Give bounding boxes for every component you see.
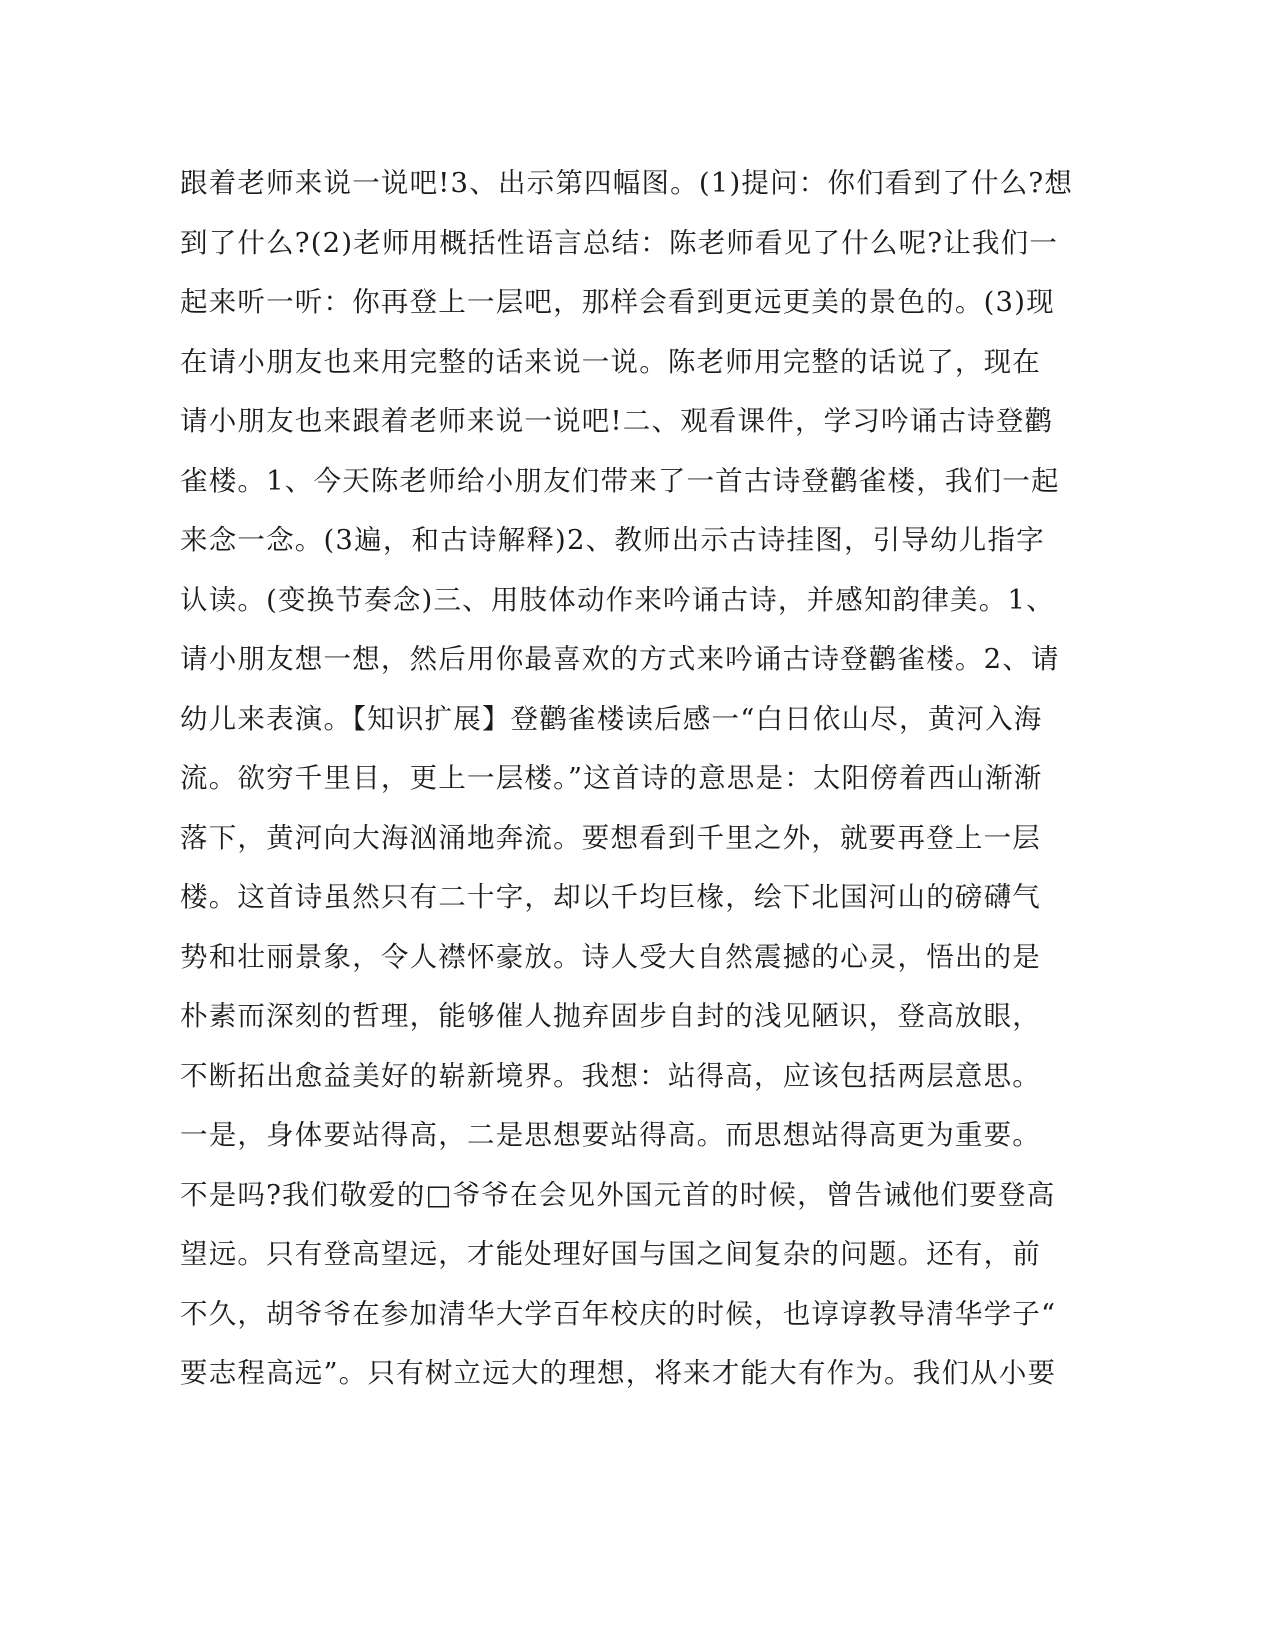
text-line: 幼儿来表演。【知识扩展】登鹳雀楼读后感一“白日依山尽，黄河入海: [180, 702, 1043, 735]
text-line: 不久，胡爷爷在参加清华大学百年校庆的时候，也谆谆教导清华学子“: [180, 1297, 1057, 1330]
text-line: 势和壮丽景象，令人襟怀豪放。诗人受大自然震撼的心灵，悟出的是: [180, 940, 1041, 973]
text-line: 流。欲穷千里目，更上一层楼。”这首诗的意思是：太阳傍着西山渐渐: [180, 762, 1043, 794]
text-line: 到了什么?(2)老师用概括性语言总结：陈老师看见了什么呢?让我们一: [180, 226, 1059, 259]
text-line: 起来听一听：你再登上一层吧，那样会看到更远更美的景色的。(3)现: [180, 286, 1055, 318]
text-line: 来念一念。(3遍，和古诗解释)2、教师出示古诗挂图，引导幼儿指字: [180, 524, 1045, 556]
text-line: 请小朋友也来跟着老师来说一说吧!二、观看课件，学习吟诵古诗登鹳: [180, 405, 1054, 437]
text-line: 朴素而深刻的哲理，能够催人抛弃固步自封的浅见陋识，登高放眼，: [180, 1000, 1041, 1032]
text-line: 请小朋友想一想，然后用你最喜欢的方式来吟诵古诗登鹳雀楼。2、请: [180, 643, 1060, 675]
text-line: 落下，黄河向大海汹涌地奔流。要想看到千里之外，就要再登上一层: [180, 821, 1041, 854]
text-line: 望远。只有登高望远，才能处理好国与国之间复杂的问题。还有，前: [180, 1238, 1041, 1270]
text-line: 认读。(变换节奏念)三、用肢体动作来吟诵古诗，并感知韵律美。1、: [180, 583, 1055, 616]
text-line: 要志程高远”。只有树立远大的理想，将来才能大有作为。我们从小要: [180, 1357, 1057, 1389]
text-line: 跟着老师来说一说吧!3、出示第四幅图。(1)提问：你们看到了什么?想: [180, 167, 1074, 199]
text-line: 一是，身体要站得高，二是思想要站得高。而思想站得高更为重要。: [180, 1119, 1041, 1151]
text-line: 不是吗?我们敬爱的□爷爷在会见外国元首的时候，曾告诫他们要登高: [180, 1178, 1056, 1211]
body-text: [180, 161, 1074, 1411]
text-line: 雀楼。1、今天陈老师给小朋友们带来了一首古诗登鹳雀楼，我们一起: [180, 464, 1060, 497]
text-line: 不断拓出愈益美好的崭新境界。我想：站得高，应该包括两层意思。: [180, 1059, 1041, 1092]
text-line: 在请小朋友也来用完整的话来说一说。陈老师用完整的话说了，现在: [180, 345, 1041, 378]
text-line: 楼。这首诗虽然只有二十字，却以千均巨椽，绘下北国河山的磅礴气: [180, 881, 1041, 913]
